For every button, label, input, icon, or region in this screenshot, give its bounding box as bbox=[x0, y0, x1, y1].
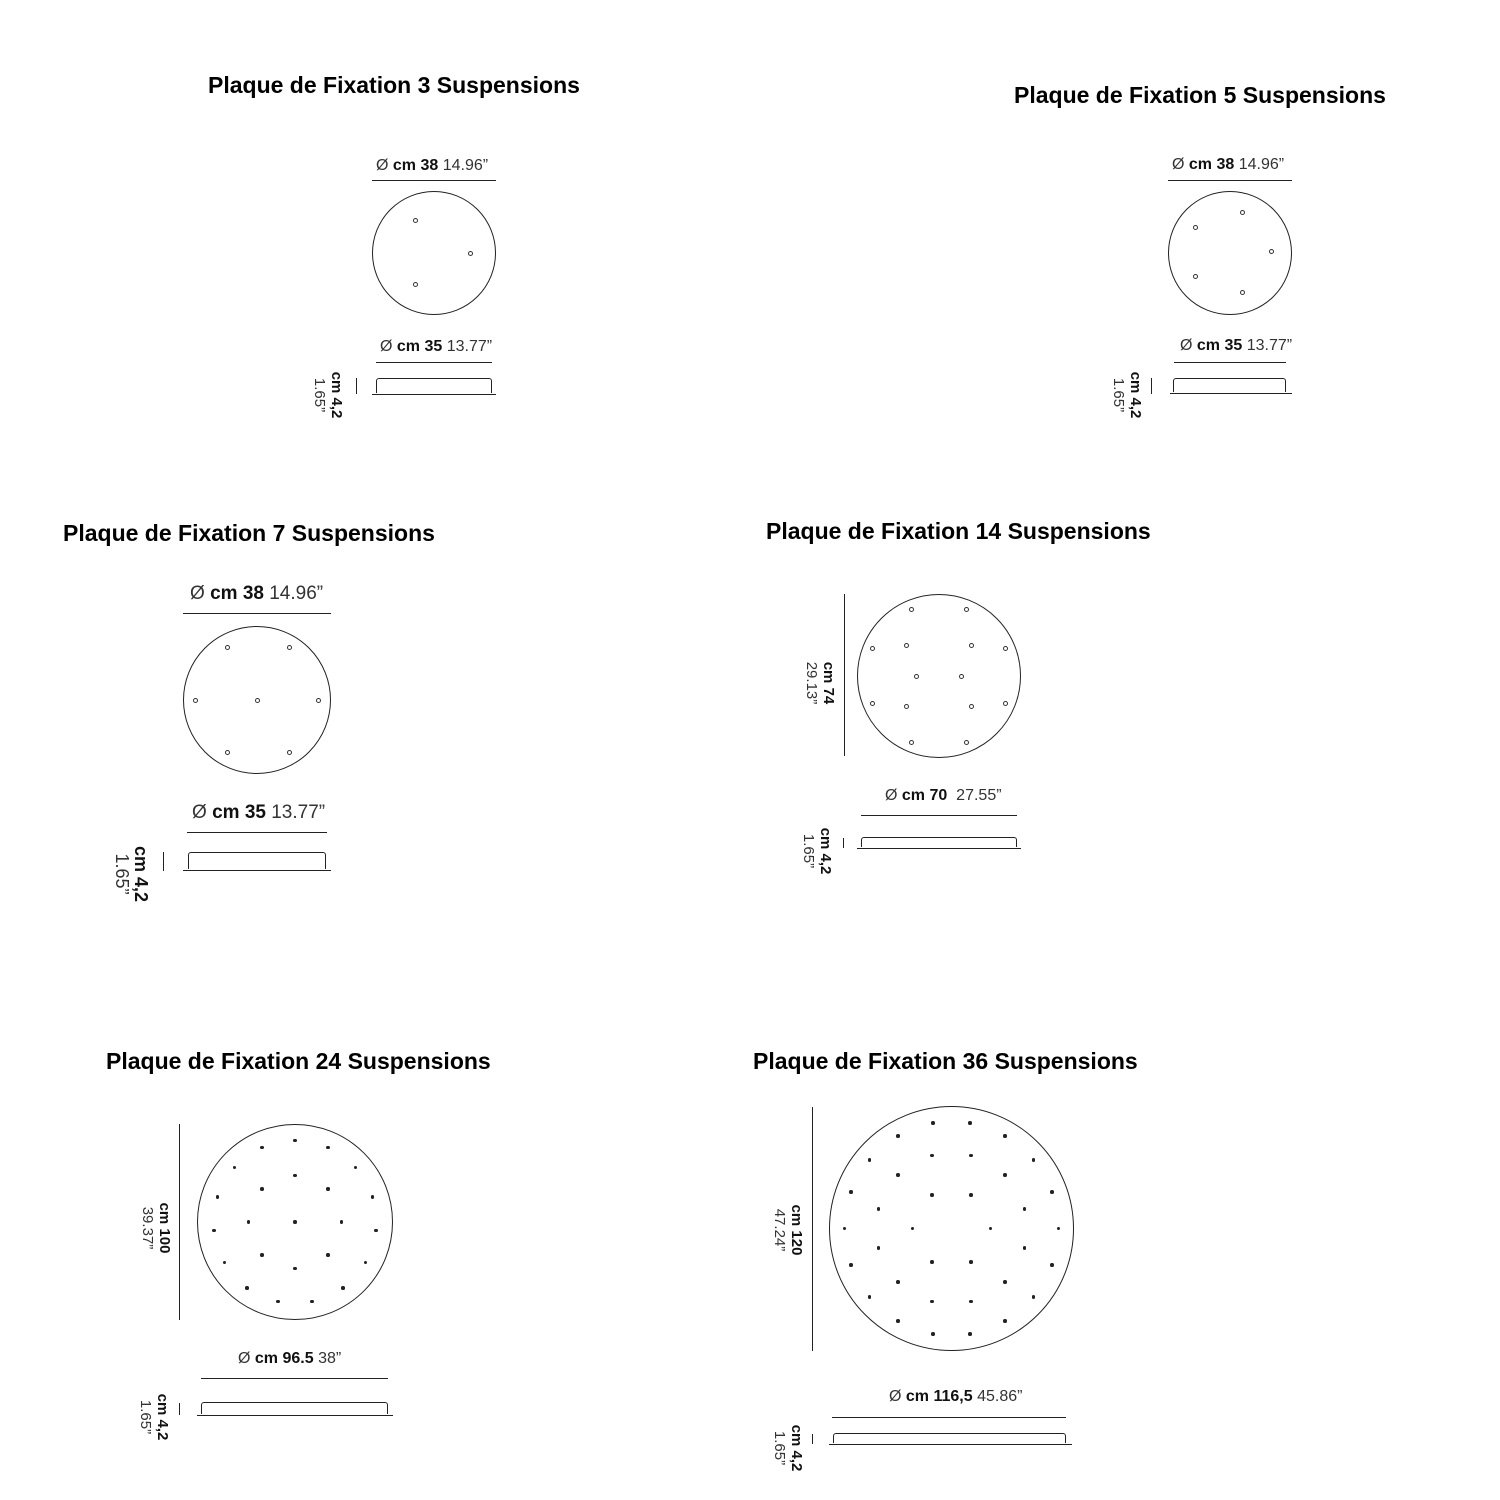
panel-5-suspension-hole bbox=[293, 1139, 297, 1143]
panel-6-suspension-hole bbox=[931, 1332, 935, 1336]
panel-5-suspension-hole bbox=[340, 1220, 344, 1224]
panel-6-profile-width: Ø cm 116,5 45.86” bbox=[889, 1388, 1023, 1405]
panel-6-suspension-hole bbox=[968, 1332, 972, 1336]
panel-6-suspension-hole bbox=[969, 1154, 973, 1158]
panel-5-suspension-hole bbox=[245, 1286, 249, 1290]
panel-4-suspension-hole bbox=[959, 674, 964, 679]
panel-5-suspension-hole bbox=[326, 1187, 330, 1191]
panel-3-diameter-line bbox=[183, 613, 331, 614]
panel-6-suspension-hole bbox=[1003, 1319, 1007, 1323]
panel-4-suspension-hole bbox=[909, 607, 914, 612]
panel-5-suspension-hole bbox=[326, 1253, 330, 1257]
panel-6-title: Plaque de Fixation 36 Suspensions bbox=[753, 1048, 1138, 1074]
panel-3-suspension-hole bbox=[287, 645, 292, 650]
panel-3-plate-diameter: Ø cm 38 14.96” bbox=[190, 583, 324, 604]
panel-2-suspension-hole bbox=[1240, 210, 1245, 215]
panel-2-profile-height: cm 4,2 1.65” bbox=[1110, 371, 1144, 419]
panel-4-suspension-hole bbox=[870, 701, 875, 706]
panel-4-height-line bbox=[843, 838, 844, 848]
panel-3-plate-top-view bbox=[183, 626, 331, 774]
panel-6-suspension-hole bbox=[1032, 1158, 1036, 1162]
panel-5-suspension-hole bbox=[371, 1195, 375, 1199]
panel-3-profile-width-line bbox=[187, 832, 327, 833]
panel-6-diameter-line bbox=[812, 1107, 813, 1351]
panel-5-suspension-hole bbox=[341, 1286, 345, 1290]
panel-1-plate-diameter: Ø cm 38 14.96” bbox=[376, 157, 489, 174]
panel-5-plate-diameter: cm 100 39.37” bbox=[139, 1202, 173, 1254]
panel-3-suspension-hole bbox=[193, 698, 198, 703]
panel-6-profile-height: cm 4,2 1.65” bbox=[771, 1424, 805, 1472]
panel-4-suspension-hole bbox=[904, 704, 909, 709]
panel-1-title: Plaque de Fixation 3 Suspensions bbox=[208, 72, 580, 98]
panel-6-suspension-hole bbox=[969, 1300, 973, 1304]
panel-6-suspension-hole bbox=[1057, 1227, 1061, 1231]
panel-2-plate-top-view bbox=[1168, 191, 1292, 315]
panel-5-profile-side-view bbox=[197, 1402, 393, 1416]
panel-6-suspension-hole bbox=[989, 1227, 993, 1231]
panel-1-profile-width: Ø cm 35 13.77” bbox=[380, 338, 493, 355]
panel-6-profile-side-view bbox=[829, 1433, 1072, 1445]
panel-1-profile-side-view bbox=[372, 378, 496, 395]
panel-1-profile-width-line bbox=[376, 362, 492, 363]
panel-6-suspension-hole bbox=[911, 1227, 915, 1231]
panel-6-suspension-hole bbox=[1003, 1280, 1007, 1284]
panel-2-diameter-line bbox=[1168, 180, 1292, 181]
panel-3-suspension-hole bbox=[225, 750, 230, 755]
panel-6-suspension-hole bbox=[896, 1134, 900, 1138]
panel-2-profile-width-line bbox=[1174, 362, 1286, 363]
panel-6-suspension-hole bbox=[1050, 1190, 1054, 1194]
panel-5-diameter-line bbox=[179, 1124, 180, 1320]
panel-6-suspension-hole bbox=[868, 1158, 872, 1162]
panel-4-profile-width-line bbox=[861, 815, 1017, 816]
panel-4-diameter-line bbox=[844, 594, 845, 756]
panel-6-suspension-hole bbox=[1003, 1173, 1007, 1177]
panel-3-suspension-hole bbox=[255, 698, 260, 703]
panel-1-profile-height: cm 4,2 1.65” bbox=[311, 371, 345, 419]
panel-5-suspension-hole bbox=[310, 1300, 314, 1304]
panel-1-suspension-hole bbox=[468, 251, 473, 256]
panel-3-suspension-hole bbox=[287, 750, 292, 755]
panel-6-suspension-hole bbox=[930, 1260, 934, 1264]
panel-4-plate-top-view bbox=[857, 594, 1021, 758]
panel-5-suspension-hole bbox=[293, 1220, 297, 1224]
panel-4-suspension-hole bbox=[964, 740, 969, 745]
panel-5-profile-height: cm 4,2 1.65” bbox=[137, 1393, 171, 1441]
panel-6-suspension-hole bbox=[930, 1154, 934, 1158]
panel-6-suspension-hole bbox=[849, 1190, 853, 1194]
panel-6-suspension-hole bbox=[1050, 1263, 1054, 1267]
panel-5-suspension-hole bbox=[260, 1146, 264, 1150]
panel-5-suspension-hole bbox=[260, 1187, 264, 1191]
panel-2-suspension-hole bbox=[1193, 225, 1198, 230]
panel-2-plate-diameter: Ø cm 38 14.96” bbox=[1172, 156, 1285, 173]
panel-6-height-line bbox=[812, 1434, 813, 1444]
panel-2-title: Plaque de Fixation 5 Suspensions bbox=[1014, 82, 1386, 108]
panel-6-suspension-hole bbox=[968, 1121, 972, 1125]
panel-6-suspension-hole bbox=[969, 1193, 973, 1197]
panel-6-plate-diameter: cm 120 47.24” bbox=[771, 1204, 805, 1256]
panel-4-suspension-hole bbox=[914, 674, 919, 679]
panel-6-suspension-hole bbox=[877, 1207, 881, 1211]
panel-6-profile-width-line bbox=[832, 1417, 1066, 1418]
panel-4-profile-width: Ø cm 70 27.55” bbox=[885, 787, 1002, 804]
panel-6-suspension-hole bbox=[931, 1121, 935, 1125]
panel-3-suspension-hole bbox=[225, 645, 230, 650]
panel-2-profile-width: Ø cm 35 13.77” bbox=[1180, 337, 1293, 354]
panel-5-suspension-hole bbox=[364, 1261, 368, 1265]
panel-4-title: Plaque de Fixation 14 Suspensions bbox=[766, 518, 1151, 544]
panel-2-profile-side-view bbox=[1170, 378, 1292, 394]
panel-4-suspension-hole bbox=[1003, 701, 1008, 706]
panel-5-profile-width-line bbox=[201, 1378, 388, 1379]
panel-3-profile-side-view bbox=[183, 852, 331, 871]
panel-6-plate-top-view bbox=[829, 1106, 1074, 1351]
panel-4-suspension-hole bbox=[969, 704, 974, 709]
panel-3-height-line bbox=[163, 852, 164, 871]
panel-4-suspension-hole bbox=[904, 643, 909, 648]
panel-4-plate-diameter: cm 74 29.13” bbox=[803, 661, 837, 705]
panel-4-profile-side-view bbox=[857, 837, 1021, 849]
panel-5-profile-width: Ø cm 96.5 38” bbox=[238, 1350, 342, 1367]
panel-4-profile-height: cm 4,2 1.65” bbox=[800, 827, 834, 875]
panel-6-suspension-hole bbox=[1032, 1295, 1036, 1299]
panel-5-suspension-hole bbox=[293, 1174, 297, 1178]
panel-5-suspension-hole bbox=[326, 1146, 330, 1150]
panel-6-suspension-hole bbox=[868, 1295, 872, 1299]
panel-6-suspension-hole bbox=[877, 1246, 881, 1250]
panel-5-suspension-hole bbox=[223, 1261, 227, 1265]
panel-5-title: Plaque de Fixation 24 Suspensions bbox=[106, 1048, 491, 1074]
panel-4-suspension-hole bbox=[1003, 646, 1008, 651]
panel-6-suspension-hole bbox=[896, 1319, 900, 1323]
panel-1-plate-top-view bbox=[372, 191, 496, 315]
panel-4-suspension-hole bbox=[969, 643, 974, 648]
panel-3-title: Plaque de Fixation 7 Suspensions bbox=[63, 520, 435, 546]
panel-5-plate-top-view bbox=[197, 1124, 393, 1320]
panel-2-suspension-hole bbox=[1240, 290, 1245, 295]
panel-5-suspension-hole bbox=[354, 1166, 358, 1170]
panel-5-suspension-hole bbox=[276, 1300, 280, 1304]
panel-2-suspension-hole bbox=[1193, 274, 1198, 279]
panel-4-suspension-hole bbox=[964, 607, 969, 612]
panel-2-height-line bbox=[1151, 378, 1152, 394]
panel-6-suspension-hole bbox=[843, 1227, 847, 1231]
panel-2-suspension-hole bbox=[1269, 249, 1274, 254]
panel-4-suspension-hole bbox=[870, 646, 875, 651]
panel-5-suspension-hole bbox=[260, 1253, 264, 1257]
panel-6-suspension-hole bbox=[849, 1263, 853, 1267]
panel-6-suspension-hole bbox=[1003, 1134, 1007, 1138]
panel-6-suspension-hole bbox=[930, 1193, 934, 1197]
panel-3-profile-width: Ø cm 35 13.77” bbox=[192, 802, 326, 823]
panel-5-suspension-hole bbox=[212, 1229, 216, 1233]
panel-4-suspension-hole bbox=[909, 740, 914, 745]
panel-5-suspension-hole bbox=[247, 1220, 251, 1224]
panel-1-suspension-hole bbox=[413, 218, 418, 223]
panel-6-suspension-hole bbox=[896, 1173, 900, 1177]
panel-6-suspension-hole bbox=[930, 1300, 934, 1304]
panel-6-suspension-hole bbox=[1023, 1207, 1027, 1211]
panel-5-suspension-hole bbox=[233, 1166, 237, 1170]
panel-6-suspension-hole bbox=[896, 1280, 900, 1284]
panel-3-profile-height: cm 4,2 1.65” bbox=[112, 845, 151, 903]
panel-3-suspension-hole bbox=[316, 698, 321, 703]
panel-6-suspension-hole bbox=[1023, 1246, 1027, 1250]
panel-5-suspension-hole bbox=[374, 1229, 378, 1233]
panel-5-suspension-hole bbox=[293, 1267, 297, 1271]
panel-5-height-line bbox=[179, 1403, 180, 1415]
panel-1-diameter-line bbox=[372, 180, 496, 181]
panel-5-suspension-hole bbox=[216, 1195, 220, 1199]
panel-1-suspension-hole bbox=[413, 282, 418, 287]
panel-6-suspension-hole bbox=[969, 1260, 973, 1264]
panel-1-height-line bbox=[356, 378, 357, 394]
